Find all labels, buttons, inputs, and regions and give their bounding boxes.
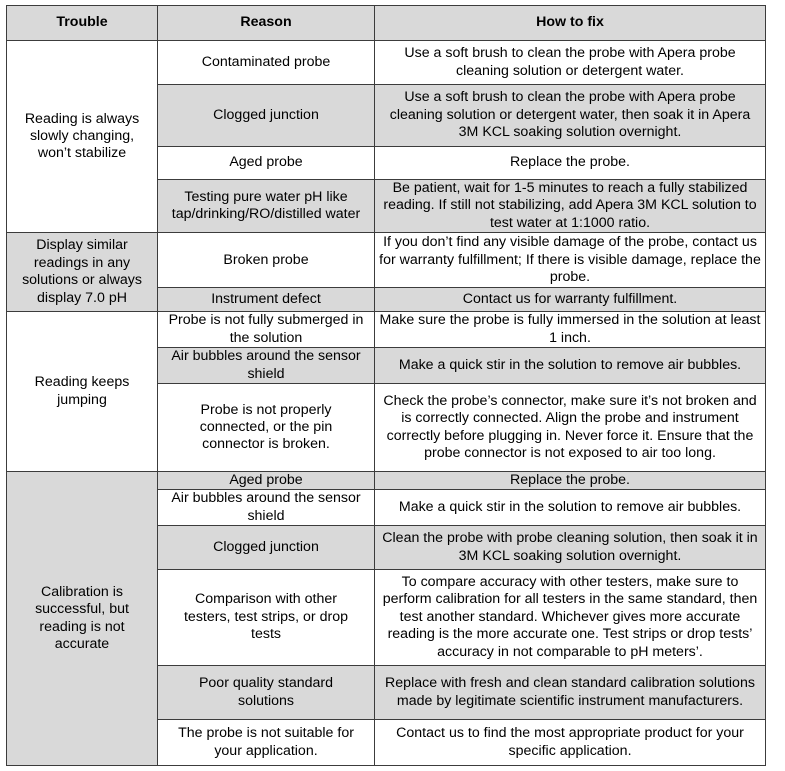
reason-cell: Aged probe bbox=[158, 147, 375, 180]
reason-cell: Air bubbles around the sensor shield bbox=[158, 490, 375, 526]
fix-cell: Contact us to find the most appropriate product for your specific application. bbox=[375, 720, 766, 766]
reason-cell: Aged probe bbox=[158, 472, 375, 490]
trouble-cell: Reading keeps jumping bbox=[7, 312, 158, 472]
fix-cell: Use a soft brush to clean the probe with Apera probe cleaning solution or detergent water, then soak it in Apera 3M KCL soaking solution overnight. bbox=[375, 85, 766, 147]
fix-cell: Be patient, wait for 1-5 minutes to reach a fully stabilized reading. If still not stabilizing, add Apera 3M KCL solution to test water at 1:1000 ratio. bbox=[375, 180, 766, 233]
reason-cell: Instrument defect bbox=[158, 288, 375, 312]
reason-cell: The probe is not suitable for your application. bbox=[158, 720, 375, 766]
fix-cell: Replace with fresh and clean standard calibration solutions made by legitimate scientific instrument manufacturers. bbox=[375, 666, 766, 720]
reason-cell: Probe is not fully submerged in the solution bbox=[158, 312, 375, 348]
trouble-cell: Reading is always slowly changing, won’t stabilize bbox=[7, 41, 158, 233]
fix-cell: Clean the probe with probe cleaning solution, then soak it in 3M KCL soaking solution overnight. bbox=[375, 526, 766, 570]
table-row bbox=[7, 312, 766, 348]
fix-cell: Replace the probe. bbox=[375, 472, 766, 490]
header-row bbox=[7, 6, 766, 41]
fix-cell: Check the probe’s connector, make sure it’s not broken and is correctly connected. Align the probe and instrument correctly before plugging in. Never force it. Ensure that the probe connector is not exposed to air too long. bbox=[375, 384, 766, 472]
table-row bbox=[7, 472, 766, 490]
fix-cell: Contact us for warranty fulfillment. bbox=[375, 288, 766, 312]
reason-cell: Poor quality standard solutions bbox=[158, 666, 375, 720]
fix-cell: Replace the probe. bbox=[375, 147, 766, 180]
header-trouble: Trouble bbox=[7, 6, 158, 41]
trouble-cell: Display similar readings in any solutions or always display 7.0 pH bbox=[7, 233, 158, 312]
header-reason: Reason bbox=[158, 6, 375, 41]
reason-cell: Clogged junction bbox=[158, 85, 375, 147]
reason-cell: Clogged junction bbox=[158, 526, 375, 570]
fix-cell: Make a quick stir in the solution to remove air bubbles. bbox=[375, 490, 766, 526]
trouble-cell: Calibration is successful, but reading is not accurate bbox=[7, 472, 158, 766]
fix-cell: Make a quick stir in the solution to remove air bubbles. bbox=[375, 348, 766, 384]
reason-cell: Contaminated probe bbox=[158, 41, 375, 85]
fix-cell: If you don’t find any visible damage of the probe, contact us for warranty fulfillment; If there is visible damage, replace the probe. bbox=[375, 233, 766, 288]
fix-cell: Use a soft brush to clean the probe with Apera probe cleaning solution or detergent water. bbox=[375, 41, 766, 85]
fix-cell: To compare accuracy with other testers, make sure to perform calibration for all testers in the same standard, then test another standard. Whichever gives more accurate reading is the more accurate one. Test strips or drop tests’ accuracy in not comparable to pH meters’. bbox=[375, 570, 766, 666]
reason-cell: Testing pure water pH like tap/drinking/RO/distilled water bbox=[158, 180, 375, 233]
fix-cell: Make sure the probe is fully immersed in the solution at least 1 inch. bbox=[375, 312, 766, 348]
troubleshooting-table bbox=[6, 5, 766, 766]
reason-cell: Comparison with other testers, test strips, or drop tests bbox=[158, 570, 375, 666]
reason-cell: Air bubbles around the sensor shield bbox=[158, 348, 375, 384]
reason-cell: Broken probe bbox=[158, 233, 375, 288]
reason-cell: Probe is not properly connected, or the pin connector is broken. bbox=[158, 384, 375, 472]
header-how-to-fix: How to fix bbox=[375, 6, 766, 41]
table-row bbox=[7, 41, 766, 85]
table-row bbox=[7, 233, 766, 288]
